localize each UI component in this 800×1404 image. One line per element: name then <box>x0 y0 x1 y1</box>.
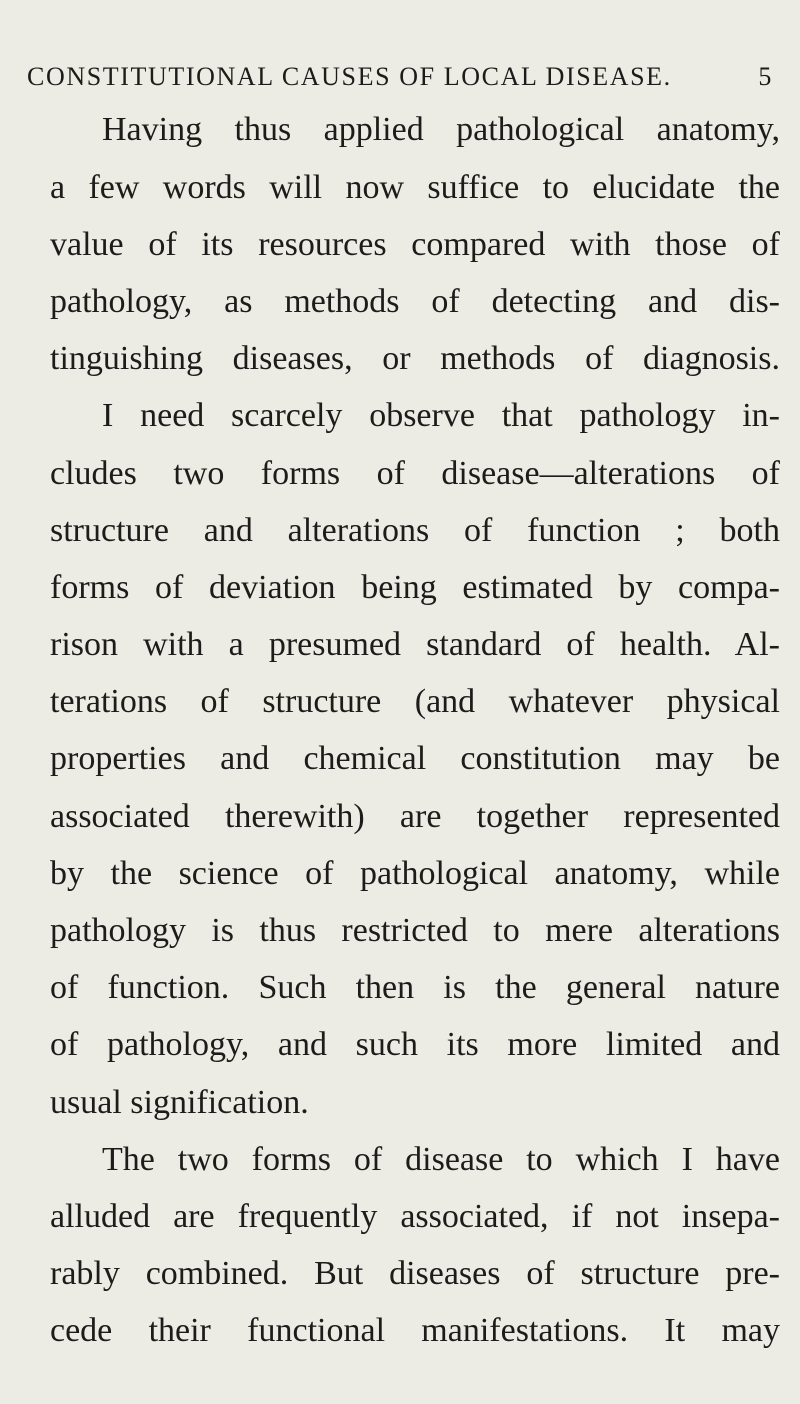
running-title: CONSTITUTIONAL CAUSES OF LOCAL DISEASE. <box>27 62 672 91</box>
running-head <box>27 57 773 97</box>
text-line: associated therewith) are together represented <box>50 798 780 835</box>
text-line: structure and alterations of function ; both <box>50 512 780 549</box>
text-line: Having thus applied pathological anatomy, <box>102 111 780 148</box>
text-line: usual signification. <box>50 1084 309 1121</box>
text-line: properties and chemical constitution may be <box>50 740 780 777</box>
text-line: forms of deviation being estimated by compa- <box>50 569 780 606</box>
text-line: pathology is thus restricted to mere alterations <box>50 912 780 949</box>
text-line: cludes two forms of disease—alterations of <box>50 455 780 492</box>
text-line: alluded are frequently associated, if not insepa- <box>50 1198 780 1235</box>
page-number: 5 <box>758 62 773 91</box>
text-line: pathology, as methods of detecting and dis- <box>50 283 780 320</box>
text-line: cede their functional manifestations. It may <box>50 1312 780 1349</box>
text-line: I need scarcely observe that pathology in- <box>102 397 780 434</box>
text-line: of function. Such then is the general nature <box>50 969 780 1006</box>
text-line: by the science of pathological anatomy, while <box>50 855 780 892</box>
text-line: rison with a presumed standard of health. Al- <box>50 626 780 663</box>
text-line: of pathology, and such its more limited and <box>50 1026 780 1063</box>
text-line: a few words will now suffice to elucidate the <box>50 169 780 206</box>
text-line: rably combined. But diseases of structure pre- <box>50 1255 780 1292</box>
text-line: value of its resources compared with those of <box>50 226 780 263</box>
text-line: tinguishing diseases, or methods of diagnosis. <box>50 340 780 377</box>
text-line: The two forms of disease to which I have <box>102 1141 780 1178</box>
text-line: terations of structure (and whatever physical <box>50 683 780 720</box>
